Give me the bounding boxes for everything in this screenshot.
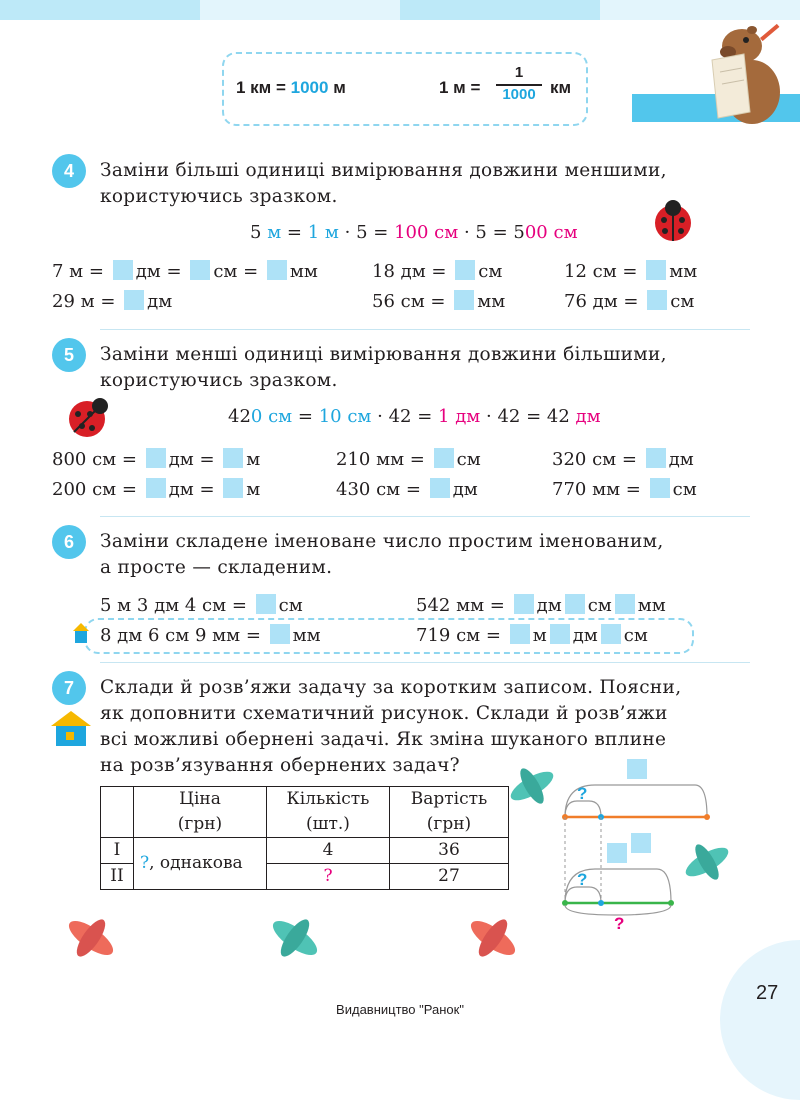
divider (100, 662, 750, 663)
table-row: I ?, однакова 4 36 (101, 838, 509, 864)
airplane-icon (266, 912, 324, 962)
task6-row2-col1: 8 дм 6 см 9 мм = мм (100, 625, 321, 646)
answer-box[interactable] (514, 594, 534, 614)
house-icon (50, 710, 92, 748)
task-number-4: 4 (52, 154, 86, 188)
capybara-mascot-icon (700, 20, 790, 124)
diagram-question-top: ? (577, 784, 588, 803)
answer-box[interactable] (647, 290, 667, 310)
task6-row1-col2: 542 мм = дм см мм (416, 595, 666, 616)
ladybug-icon (648, 196, 698, 246)
answer-box[interactable] (270, 624, 290, 644)
task7-instruction: Склади й розв’яжи задачу за коротким записом. Поясни, як доповнити схематичний рисунок. Склади й розв’яжи всі можливі обернені задачі. Як зміна шуканого вплине на розв’язування обернених задач? (100, 677, 682, 776)
answer-box (607, 843, 627, 863)
table-header-row (101, 787, 509, 838)
answer-box[interactable] (650, 478, 670, 498)
header-cost: Вартість (грн) (390, 787, 509, 838)
task4-row1-col2: 18 дм = см (372, 261, 503, 282)
page-corner-decoration (720, 940, 800, 1100)
airplane-icon (62, 912, 120, 962)
answer-box[interactable] (223, 448, 243, 468)
task5-instruction: Заміни менші одиниці вимірювання довжини більшими, користуючись зразком. (100, 344, 667, 391)
task4-row2-col2: 56 см = мм (372, 291, 506, 312)
answer-box[interactable] (124, 290, 144, 310)
fraction: $\frac{1}{1000}$ (496, 64, 542, 103)
publisher-footer: Видавництво "Ранок" (336, 1002, 464, 1017)
house-icon (72, 622, 90, 644)
airplane-icon (464, 912, 522, 962)
answer-box[interactable] (646, 448, 666, 468)
m-to-km-formula: 1 м = (439, 78, 481, 97)
top-color-bar (0, 0, 800, 20)
task5-row2-col1: 200 см = дм = м (52, 479, 261, 500)
answer-box[interactable] (223, 478, 243, 498)
task6-instruction: Заміни складене іменоване число простим іменованим, а просте — складеним. (100, 531, 664, 578)
answer-box[interactable] (601, 624, 621, 644)
answer-box[interactable] (455, 260, 475, 280)
answer-box[interactable] (646, 260, 666, 280)
ladybug-icon (62, 394, 112, 440)
task4-row2-col1: 29 м = дм (52, 291, 173, 312)
unit-formula-box (222, 52, 588, 126)
page-number: 27 (756, 982, 779, 1004)
task4-row1-col1: 7 м = дм = см = мм (52, 261, 318, 282)
answer-box[interactable] (113, 260, 133, 280)
header-price: Ціна (грн) (134, 787, 267, 838)
answer-box[interactable] (510, 624, 530, 644)
answer-box[interactable] (434, 448, 454, 468)
answer-box[interactable] (550, 624, 570, 644)
task4-example: 5 м = 1 м · 5 = 100 см · 5 = 500 см (250, 222, 578, 243)
answer-box[interactable] (430, 478, 450, 498)
task-number-5: 5 (52, 338, 86, 372)
task-number-7: 7 (52, 671, 86, 705)
airplane-icon (680, 838, 734, 884)
km-unit: км (550, 78, 572, 97)
task4-row1-col3: 12 см = мм (564, 261, 698, 282)
task4-row2-col3: 76 дм = см (564, 291, 695, 312)
answer-box (627, 759, 647, 779)
answer-box[interactable] (615, 594, 635, 614)
diagram-question-bottom: ? (614, 914, 625, 933)
answer-box[interactable] (565, 594, 585, 614)
answer-box[interactable] (256, 594, 276, 614)
km-to-m-formula: 1 км = 1000 м (236, 78, 346, 97)
short-record-table (100, 786, 509, 890)
task5-row1-col2: 210 мм = см (336, 449, 481, 470)
task5-row1-col1: 800 см = дм = м (52, 449, 261, 470)
answer-box[interactable] (267, 260, 287, 280)
task5-example: 420 см = 10 см · 42 = 1 дм · 42 = 42 дм (228, 406, 601, 427)
task4-instruction: Заміни більші одиниці вимірювання довжини меншими, користуючись зразком. (100, 160, 667, 207)
table-row: II ? 27 (101, 864, 509, 890)
header-quantity: Кількість (шт.) (267, 787, 390, 838)
answer-box[interactable] (190, 260, 210, 280)
task5-row1-col3: 320 см = дм (552, 449, 694, 470)
task5-row2-col2: 430 см = дм (336, 479, 478, 500)
answer-box[interactable] (146, 448, 166, 468)
answer-box[interactable] (146, 478, 166, 498)
task-number-6: 6 (52, 525, 86, 559)
task6-row2-col2: 719 см = м дм см (416, 625, 648, 646)
task5-row2-col3: 770 мм = см (552, 479, 697, 500)
task6-row1-col1: 5 м 3 дм 4 см = см (100, 595, 303, 616)
airplane-icon (505, 762, 559, 808)
divider (100, 329, 750, 330)
answer-box (631, 833, 651, 853)
divider (100, 516, 750, 517)
answer-box[interactable] (454, 290, 474, 310)
diagram-question-middle: ? (577, 870, 588, 889)
price-cell: ?, однакова (134, 838, 267, 890)
